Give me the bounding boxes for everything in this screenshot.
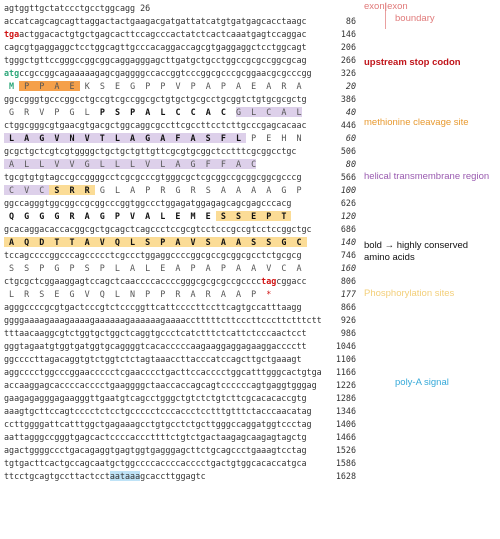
seq-text: gggtagaatgtggtgatggtgcaggggtcacacccccaagaaggaggagaaggacccctt bbox=[4, 341, 307, 351]
aa-phosphorylation: S S E P T bbox=[215, 211, 292, 221]
seq-line-2 bbox=[4, 28, 356, 41]
aa-line-8 bbox=[4, 158, 356, 171]
position-number: 1406 bbox=[335, 419, 356, 429]
position-number: 1628 bbox=[335, 471, 356, 481]
seq-text: aattagggccgggtgagcactccccacccttttctgtctgactaagagcaagagtagctg bbox=[4, 432, 307, 442]
position-number: 506 bbox=[340, 146, 356, 156]
utr-line-13 bbox=[4, 457, 356, 470]
aa-line-5 bbox=[4, 80, 356, 93]
position-number: 1226 bbox=[335, 380, 356, 390]
position-number: 386 bbox=[340, 94, 356, 104]
aa-text: K S E G P P V P A P A E A R A bbox=[79, 81, 307, 91]
position-number: 806 bbox=[340, 276, 356, 286]
seq-text: actggacactgtgctgagcacttccagcccactatctcactcaaatgagtccaggac bbox=[19, 29, 307, 39]
position-number: 746 bbox=[340, 250, 356, 260]
seq-text: gcacaggacaccacggcgctgcagctcagccctccgcgtcctcccgccgtcctccggctgc bbox=[4, 224, 312, 234]
start-codon: atg bbox=[4, 68, 20, 78]
utr-line-12 bbox=[4, 444, 356, 457]
seq-line-8 bbox=[4, 145, 356, 158]
seq-text: gcgctgctcgtcgtggggctgctgctgttgttcgcgtgcggctcctttcgcggcctgc bbox=[4, 146, 297, 156]
seq-text: aaagtgcttccagtcccctctcctgccccctcccaccctcctttgtttctacccaacatag bbox=[4, 406, 312, 416]
position-number: 266 bbox=[340, 55, 356, 65]
position-number: 446 bbox=[340, 120, 356, 130]
position-number: 926 bbox=[340, 315, 356, 325]
seq-text: accaaggagcaccccacccctgaaggggctaaccaccagcagtccccccagtgaggtgggag bbox=[4, 380, 317, 390]
aa-position-number: 20 bbox=[345, 81, 356, 91]
utr-line-7 bbox=[4, 379, 356, 392]
position-number: 86 bbox=[345, 16, 356, 26]
seq-line-7 bbox=[4, 119, 356, 132]
seq-line-3 bbox=[4, 41, 356, 54]
aa-methionine-cleavage: P P A E bbox=[19, 81, 80, 91]
seq-line-12 bbox=[4, 249, 356, 262]
position-number: 1286 bbox=[335, 393, 356, 403]
position-number: 146 bbox=[340, 29, 356, 39]
seq-text: tgtgacttcactgccagcaatgctggccccaccccacccctgactgtggcacaccatgca bbox=[4, 458, 307, 468]
aa-helical: C V C bbox=[4, 185, 50, 195]
seq-line-0 bbox=[4, 2, 356, 15]
aa-text: L R S E G V Q L N P P R A R A A P bbox=[4, 289, 267, 299]
aa-position-number: 177 bbox=[340, 289, 356, 299]
seq-line-5 bbox=[4, 67, 356, 80]
stop-star: * bbox=[266, 289, 272, 299]
aa-line-6 bbox=[4, 106, 356, 119]
seq-text: tgcgtgtgtagccgccggggcctcgcgcccgtgggcgctcgcggccgcggcggcgcccg bbox=[4, 172, 302, 182]
utr-line-3 bbox=[4, 327, 356, 340]
position-number: 1166 bbox=[335, 367, 356, 377]
aa-line-7 bbox=[4, 132, 356, 145]
utr-line-9 bbox=[4, 405, 356, 418]
position-number: 686 bbox=[340, 224, 356, 234]
seq-text: tccagccccggcccagccccctcgccctggaggccccggcgccgcggcgcctctgcgcg bbox=[4, 250, 302, 260]
aa-helical: G L C A L bbox=[235, 107, 302, 117]
seq-text: ttcctgcagtgccttactcct bbox=[4, 471, 110, 481]
legend-conserved: bold → highly conserved amino acids bbox=[364, 240, 469, 263]
position-number: 626 bbox=[340, 198, 356, 208]
position-number: 986 bbox=[340, 328, 356, 338]
utr-line-4 bbox=[4, 340, 356, 353]
utr-line-14 bbox=[4, 470, 356, 483]
aa-line-9 bbox=[4, 184, 356, 197]
seq-text: cagcgtgaggaggctcctggcagttgcccacaggaccagcgtgaggaggctcctggcagt bbox=[4, 42, 307, 52]
aa-helical: A L L V V G L L L V L A G F F A C bbox=[4, 159, 257, 169]
utr-line-2 bbox=[4, 314, 356, 327]
position-number: 1046 bbox=[335, 341, 356, 351]
aa-line-13 bbox=[4, 288, 356, 301]
seq-text: agactggggccctgacagaggtgagtggtgagggagcttctgcagccctgaaagtcctag bbox=[4, 445, 307, 455]
utr-line-10 bbox=[4, 418, 356, 431]
position-number: 1526 bbox=[335, 445, 356, 455]
polya-signal: aataaa bbox=[109, 471, 141, 481]
legend-helical-region: helical transmembrane region bbox=[364, 171, 490, 182]
seq-text: ggccagggtggcggccgcggcccggtggccctggagatggagagcagcgagcccacg bbox=[4, 198, 292, 208]
aa-position-number: 140 bbox=[340, 237, 356, 247]
position-number: 866 bbox=[340, 302, 356, 312]
aa-conserved: Q G G G R A G P V A L E M E bbox=[4, 211, 216, 221]
aa-phosphorylation: S R R bbox=[49, 185, 95, 195]
utr-line-8 bbox=[4, 392, 356, 405]
seq-text: ccgccggcagaaaaagagcgaggggccaccggtcccggcgcccgcggaacgcgcccgg bbox=[19, 68, 312, 78]
position-number: 1106 bbox=[335, 354, 356, 364]
aa-position-number: 80 bbox=[345, 159, 356, 169]
aa-line-12 bbox=[4, 262, 356, 275]
utr-line-11 bbox=[4, 431, 356, 444]
seq-text: ccttggggattcatttggctgagaaagcctgtgcctctgcttgggccaggatggtccctag bbox=[4, 419, 312, 429]
utr-line-1 bbox=[4, 301, 356, 314]
utr-line-5 bbox=[4, 353, 356, 366]
seq-line-13 bbox=[4, 275, 356, 288]
aa-position-number: 60 bbox=[345, 133, 356, 143]
aa-line-10 bbox=[4, 210, 356, 223]
position-number: 1586 bbox=[335, 458, 356, 468]
aa-text: G L A P R G R S A A A A G P bbox=[94, 185, 307, 195]
upstream-stop-codon: tga bbox=[4, 29, 20, 39]
seq-text: accatcagcagcagttaggactactgaagacgatgattatcatgtgatgagcacctaagc bbox=[4, 16, 307, 26]
seq-text: tttaacaaggcgtctggtgctggctcaggtgccctcatctttctcattctcccaactcct bbox=[4, 328, 307, 338]
position-number: 566 bbox=[340, 172, 356, 182]
aa-helical: L A G V N V T L A G A F A S F L bbox=[4, 133, 247, 143]
aa-position-number: 160 bbox=[340, 263, 356, 273]
legend-methionine-cleavage: methionine cleavage site bbox=[364, 117, 469, 128]
legend-polya-signal: poly-A signal bbox=[395, 377, 449, 388]
seq-text: agtggttgctatccctgcctggcagg 26 bbox=[4, 3, 151, 13]
position-number: 326 bbox=[340, 68, 356, 78]
position-number: 1346 bbox=[335, 406, 356, 416]
aa-line-11 bbox=[4, 236, 356, 249]
aa-text: G R V P G L bbox=[4, 107, 100, 117]
seq-text: gcaccttggagtc bbox=[140, 471, 206, 481]
sequence-panel bbox=[4, 2, 356, 483]
seq-line-4 bbox=[4, 54, 356, 67]
seq-text: ctgcgctcggaaggagtccagctcaaccccaccccgggcgcgcgccgcccc bbox=[4, 276, 262, 286]
seq-line-1 bbox=[4, 15, 356, 28]
legend-boundary: boundary bbox=[395, 13, 435, 24]
aa-text: S S P G P S P L A L E A P A P A A V C A bbox=[4, 263, 307, 273]
aa-position-number: 100 bbox=[340, 185, 356, 195]
legend-upstream-stop: upstream stop codon bbox=[364, 57, 461, 68]
seq-text: ctggcgggcgtgaacgtgacgctggcaggcgccttcgccttcctcttgcccgagcacaac bbox=[4, 120, 307, 130]
aa-phosphorylation: A Q D T T A V Q L S P A V S A A S S G C bbox=[4, 237, 307, 247]
seq-line-11 bbox=[4, 223, 356, 236]
aa-position-number: 120 bbox=[340, 211, 356, 221]
legend-phosphorylation: Phosphorylation sites bbox=[364, 288, 455, 299]
position-number: 1466 bbox=[335, 432, 356, 442]
seq-text: ggccgggtgcccggcctgccgtcgccggcgctgtgctgcgcctgcggtctgtgcgcgctg bbox=[4, 94, 307, 104]
seq-text: cggacc bbox=[276, 276, 307, 286]
seq-line-6 bbox=[4, 93, 356, 106]
utr-line-6 bbox=[4, 366, 356, 379]
seq-text: aggcccctggcccggaaccccctcgaacccctgacttccacccctggcatttgggcactgtga bbox=[4, 367, 322, 377]
aa-text: P E H N bbox=[246, 133, 307, 143]
seq-text: tgggctgttccgggccggcggcaggagggagcttgatgctgcctggccgcgccggcgcag bbox=[4, 55, 307, 65]
aa-start-met: M bbox=[4, 81, 20, 91]
seq-line-9 bbox=[4, 171, 356, 184]
stop-codon: tag bbox=[261, 276, 277, 286]
seq-text: agggccccgcgtgactcccgtctcccggttcattccccttccttcagtgccatttaagg bbox=[4, 302, 302, 312]
position-number: 206 bbox=[340, 42, 356, 52]
seq-text: gaagagagggagaagggttgaatgtcagcctgggctgtctctgtcttcgcacacaccgtg bbox=[4, 393, 307, 403]
aa-position-number: 40 bbox=[345, 107, 356, 117]
seq-line-10 bbox=[4, 197, 356, 210]
legend-exon-exon: exon|exon bbox=[364, 1, 408, 12]
seq-text: ggggaaaagaaagaaaagaaaaaagaaaaaagaaaacctttttcttcccttcccttctttctt bbox=[4, 315, 322, 325]
seq-text: ggccccttagacaggtgtctggtctctagtaaaccttacccatccagcttgctgaaagt bbox=[4, 354, 302, 364]
aa-conserved: P S P A L C C A C bbox=[99, 107, 236, 117]
